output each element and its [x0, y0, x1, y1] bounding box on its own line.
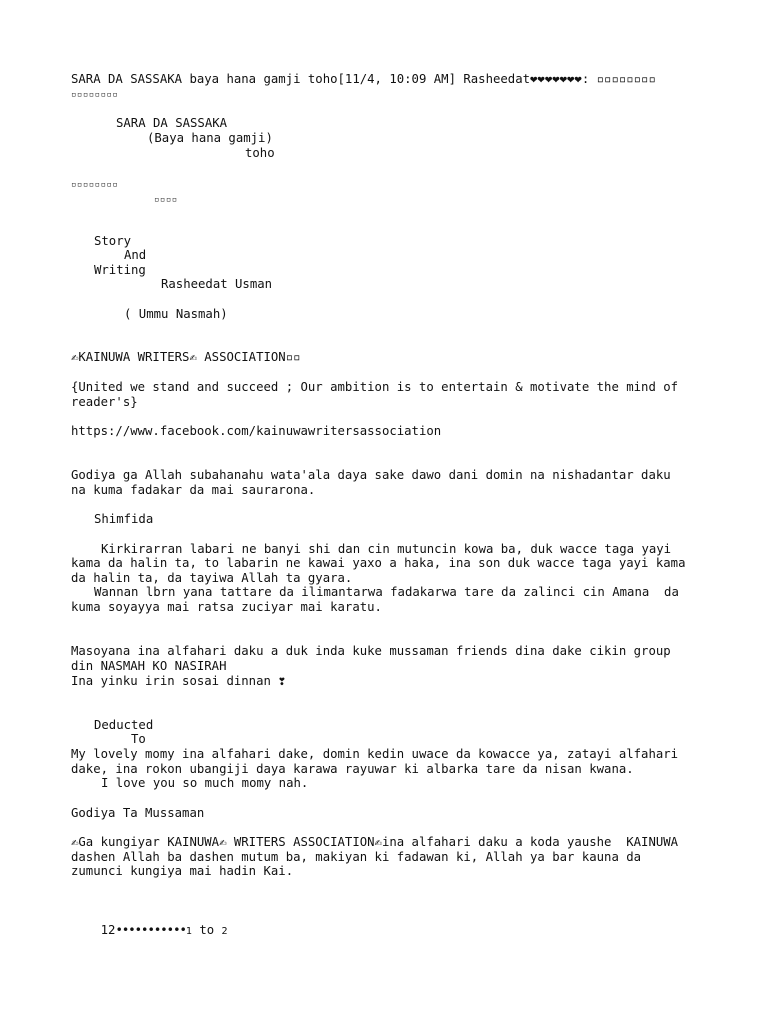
squares-row: ▫▫▫▫ [154, 195, 178, 205]
deducted-line: dake, ina rokon ubangiji daya karawa rayuwar ki albarka tare da nisan kwana. [71, 762, 634, 776]
footer-line [71, 908, 228, 954]
motto-line: reader's} [71, 395, 138, 409]
shimfida-line: kuma soyayya mai ratsa zuciyar mai karatu. [71, 600, 382, 614]
dedication-line: Masoyana ina alfahari daku a duk inda kuke mussaman friends dina dake cikin group [71, 644, 671, 658]
shimfida-line: kama da halin ta, to labarin ne kawai yaxo a haka, ina son duk wacce taga yayi kama [71, 556, 686, 570]
shimfida-line: Wannan lbrn yana tattare da ilimantarwa fadakarwa tare da zalinci cin Amana da [94, 585, 679, 599]
pen-name: ( Ummu Nasmah) [124, 307, 228, 321]
credit-and: And [124, 248, 147, 262]
intro-line: na kuma fadakar da mai saurarona. [71, 483, 316, 497]
motto-line: {United we stand and succeed ; Our ambition is to entertain & motivate the mind of [71, 380, 679, 394]
deducted-line: I love you so much momy nah. [101, 776, 309, 790]
title-toho: toho [245, 146, 275, 160]
footer-to-word: to [199, 922, 215, 937]
shimfida-line: Kirkirarran labari ne banyi shi dan cin mutuncin kowa ba, duk wacce taga yayi [101, 542, 672, 556]
title-line: SARA DA SASSAKA [116, 116, 228, 130]
header-squares: ▫▫▫▫▫▫▫▫ [71, 90, 119, 100]
deducted-to: To [131, 732, 146, 746]
deducted-line: My lovely momy ina alfahari dake, domin kedin uwace da kowacce ya, zatayi alfahari [71, 747, 679, 761]
shimfida-line: da halin ta, da tayiwa Allah ta gyara. [71, 571, 353, 585]
subtitle-line: (Baya hana gamji) [147, 131, 273, 145]
thanks-heading: Godiya Ta Mussaman [71, 806, 205, 820]
footer-to-num: 2 [221, 925, 228, 937]
credit-story: Story [94, 234, 132, 248]
header-line: SARA DA SASSAKA baya hana gamji toho[11/4, 10:09 AM] Rasheedat❤❤❤❤❤❤❤: ▫▫▫▫▫▫▫▫ [71, 72, 656, 86]
thanks-line: zumunci kungiya mai hadin Kai. [71, 864, 294, 878]
shimfida-heading: Shimfida [94, 512, 154, 526]
dedication-line: Ina yinku irin sosai dinnan ❣ [71, 674, 286, 688]
thanks-line: ✍Ga kungiyar KAINUWA✍ WRITERS ASSOCIATION✍ina alfahari daku a koda yaushe KAINUWA [71, 835, 679, 849]
footer-dots: ••••••••••• [115, 922, 186, 937]
intro-line: Godiya ga Allah subahanahu wata'ala daya sake dawo dani domin na nishadantar daku [71, 468, 671, 482]
footer-from: 1 [185, 925, 192, 937]
facebook-link[interactable]: https://www.facebook.com/kainuwawritersassociation [71, 424, 442, 438]
dedication-line: din NASMAH KO NASIRAH [71, 659, 227, 673]
page-marker: 12 [100, 922, 116, 937]
association-name: ✍KAINUWA WRITERS✍ ASSOCIATION▫▫ [71, 350, 301, 364]
credit-writing: Writing [94, 263, 146, 277]
author-name: Rasheedat Usman [161, 277, 273, 291]
deducted-heading: Deducted [94, 718, 154, 732]
thanks-line: dashen Allah ba dashen mutum ba, makiyan ki fadawan ki, Allah ya bar kauna da [71, 850, 642, 864]
squares-row: ▫▫▫▫▫▫▫▫ [71, 180, 119, 190]
